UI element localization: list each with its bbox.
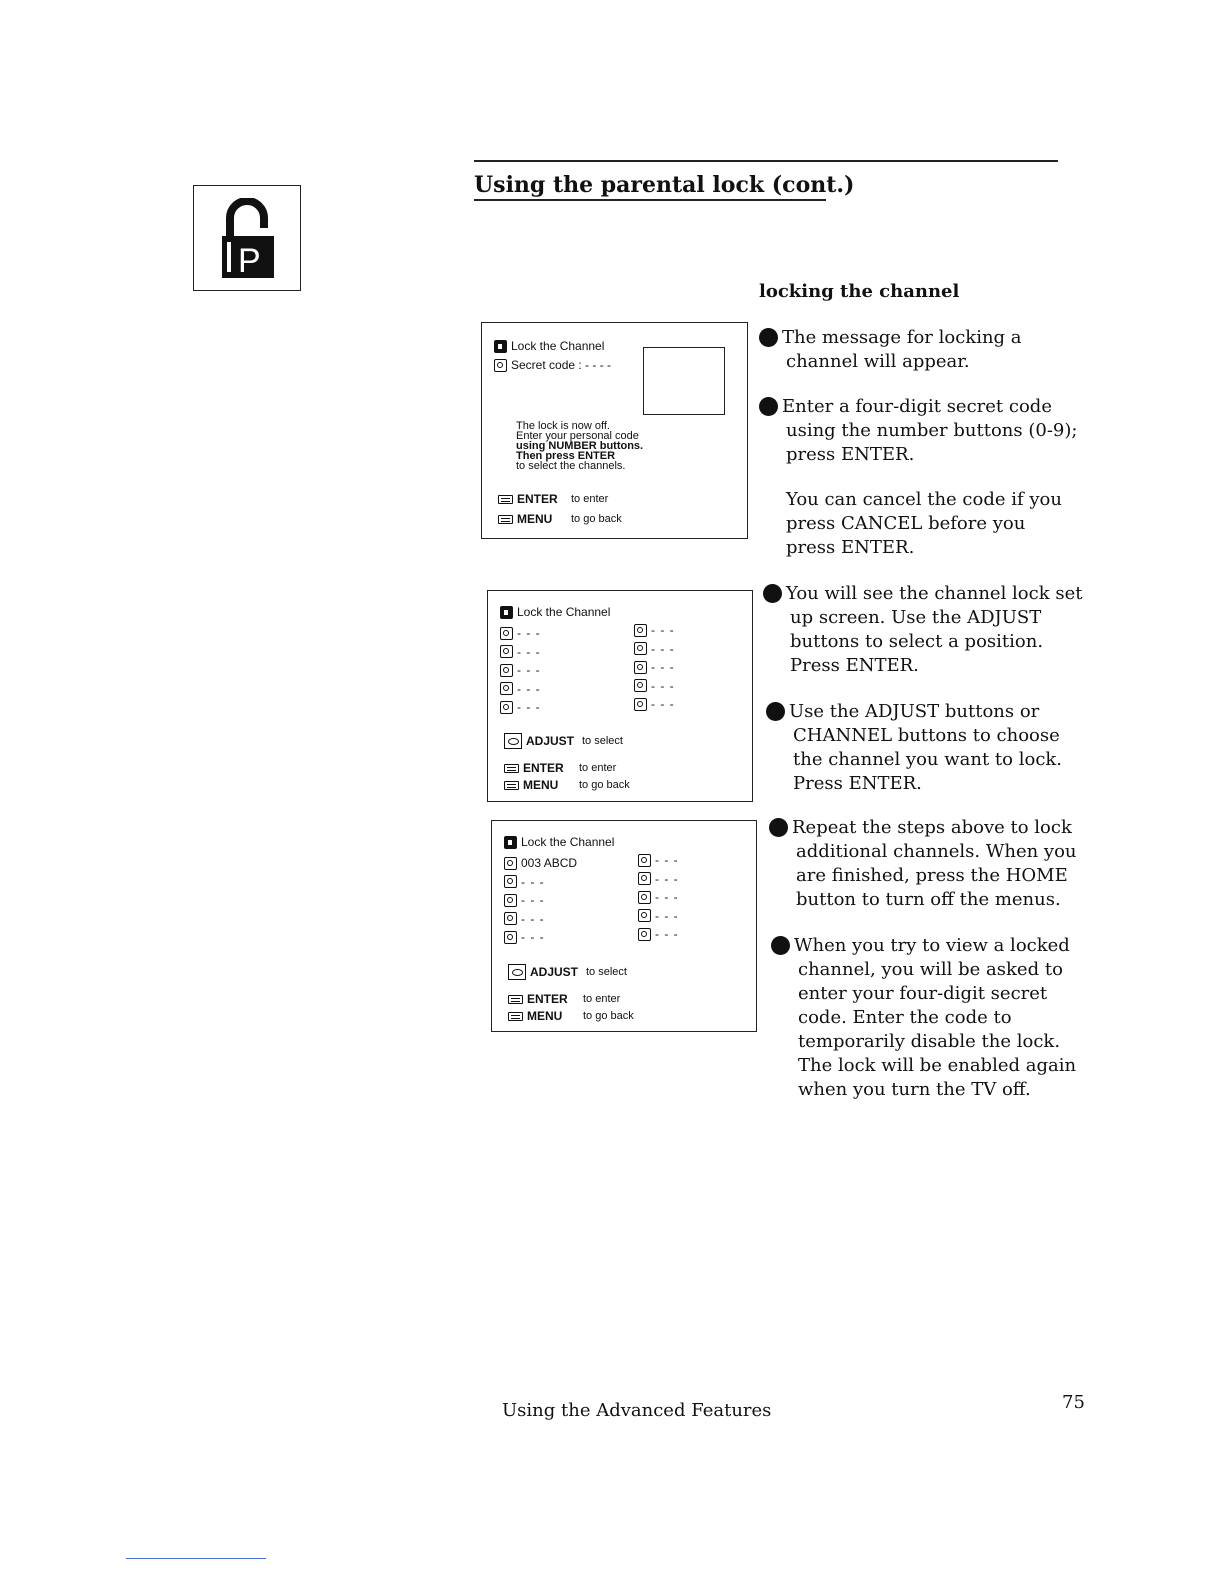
channel-slot — [634, 658, 675, 677]
slot-icon — [634, 698, 647, 711]
hint-key: ENTER — [527, 992, 568, 1006]
secret-code-label: Secret code : - - - - — [511, 358, 612, 372]
hint-adjust — [508, 964, 627, 980]
hint-key: MENU — [527, 1009, 563, 1023]
hint-menu — [508, 1009, 634, 1023]
slot-value: - - - — [655, 871, 679, 886]
padlock-letter: P — [238, 242, 261, 280]
slot-value: - - - — [651, 678, 675, 693]
hint-key: MENU — [523, 778, 559, 792]
right-slot-column — [638, 851, 679, 944]
enter-button-icon — [504, 764, 519, 773]
channel-slot-selected — [504, 854, 577, 873]
enter-button-icon — [498, 495, 513, 504]
adjust-button-icon — [508, 964, 526, 980]
slot-icon — [634, 642, 647, 655]
left-slot-column — [504, 854, 577, 947]
slot-value: - - - — [517, 626, 541, 640]
channel-slot — [504, 928, 577, 947]
channel-slot — [634, 695, 675, 714]
slot-icon — [634, 661, 647, 674]
preview-box — [643, 347, 725, 415]
step-text: You can cancel the code if you press CANCEL before you press ENTER. — [786, 489, 1062, 558]
code-icon — [494, 359, 507, 372]
channel-slot — [634, 677, 675, 696]
slot-icon — [504, 857, 517, 870]
channel-slot — [638, 888, 679, 907]
lock-icon — [500, 606, 513, 619]
screen-title: Lock the Channel — [521, 835, 615, 849]
slot-icon — [504, 875, 517, 888]
hint-key: ENTER — [517, 492, 558, 506]
channel-slot — [500, 680, 541, 699]
enter-button-icon — [508, 995, 523, 1004]
screen-title: Lock the Channel — [517, 605, 611, 619]
right-slot-column — [634, 621, 675, 714]
hint-enter — [508, 992, 620, 1006]
hint-key: ADJUST — [526, 734, 575, 748]
lock-icon — [504, 836, 517, 849]
lock-screen-secret-code — [481, 322, 748, 539]
step-number-badge: 6 — [771, 936, 790, 955]
secret-code-row — [494, 358, 611, 372]
hint-enter — [504, 761, 616, 775]
slot-icon — [638, 854, 651, 867]
hint-desc: to go back — [583, 1010, 634, 1022]
step-1 — [751, 326, 1076, 374]
hint-menu — [498, 512, 622, 526]
menu-button-icon — [504, 781, 519, 790]
slot-icon — [634, 624, 647, 637]
step-5 — [761, 816, 1092, 912]
slot-icon — [500, 682, 513, 695]
step-6 — [763, 934, 1094, 1102]
slot-icon — [500, 627, 513, 640]
channel-slot — [500, 624, 541, 643]
message-line: The lock is now off. — [516, 420, 610, 432]
channel-slot — [638, 870, 679, 889]
hint-key: ENTER — [523, 761, 564, 775]
slot-value: - - - — [655, 853, 679, 867]
lock-message — [516, 421, 643, 471]
slot-value: - - - — [521, 874, 545, 889]
message-line: to select the channels. — [516, 460, 626, 472]
step-text: Use the ADJUST buttons or CHANNEL buttons to choose the channel you want to lock. Press ENTER. — [789, 701, 1063, 794]
step-number-badge: 2 — [759, 397, 778, 416]
hint-desc: to select — [582, 735, 623, 747]
screen-title: Lock the Channel — [511, 339, 605, 353]
hint-desc: to enter — [571, 493, 609, 505]
step-4 — [758, 700, 1089, 796]
top-rule — [474, 160, 1058, 162]
screen-title-row — [500, 605, 610, 619]
slot-icon — [504, 931, 517, 944]
slot-icon — [638, 928, 651, 941]
channel-slot — [500, 698, 541, 717]
slot-value: - - - — [651, 660, 675, 674]
hint-desc: to enter — [583, 993, 621, 1005]
slot-icon — [500, 664, 513, 677]
slot-icon — [504, 894, 517, 907]
step-text: The message for locking a channel will appear. — [782, 327, 1022, 372]
channel-slot — [634, 621, 675, 640]
lock-screen-channel-selected — [491, 820, 757, 1032]
channel-slot — [638, 907, 679, 926]
slot-value: - - - — [517, 681, 541, 696]
channel-slot — [504, 910, 577, 929]
hint-menu — [504, 778, 630, 792]
slot-icon — [500, 645, 513, 658]
step-number-badge: 1 — [759, 328, 778, 347]
slot-value: - - - — [655, 927, 679, 941]
step-number-badge: 4 — [766, 702, 785, 721]
hint-desc: to go back — [571, 513, 622, 525]
slot-value: 003 ABCD — [521, 856, 578, 870]
slot-value: - - - — [517, 644, 541, 659]
lock-screen-setup — [487, 590, 753, 802]
bottom-rule — [126, 1558, 266, 1559]
step-text: Enter a four-digit secret code using the number buttons (0-9); press ENTER. — [782, 396, 1078, 465]
slot-icon — [638, 909, 651, 922]
step-number-badge: 5 — [769, 818, 788, 837]
menu-button-icon — [498, 515, 513, 524]
channel-slot — [638, 925, 679, 944]
padlock-icon-frame — [193, 185, 301, 291]
channel-slot — [638, 851, 679, 870]
page-number: 75 — [1062, 1392, 1085, 1413]
section-title: locking the channel — [759, 281, 960, 302]
step-text: Repeat the steps above to lock additional channels. When you are finished, press the HOME button to turn off the menus. — [792, 817, 1077, 910]
slot-value: - - - — [521, 930, 545, 944]
slot-value: - - - — [655, 890, 679, 904]
screen-title-row — [494, 339, 604, 353]
channel-slot — [504, 873, 577, 892]
step-3 — [755, 582, 1096, 678]
menu-button-icon — [508, 1012, 523, 1021]
hint-desc: to enter — [579, 762, 617, 774]
slot-value: - - - — [655, 908, 679, 923]
slot-icon — [638, 872, 651, 885]
channel-slot — [504, 891, 577, 910]
hint-adjust — [504, 733, 623, 749]
padlock-p-icon — [216, 198, 280, 280]
message-line: Then press ENTER — [516, 450, 616, 462]
slot-value: - - - — [651, 623, 675, 637]
step-2 — [751, 395, 1086, 467]
hint-enter — [498, 492, 608, 506]
message-line: using NUMBER buttons. — [516, 440, 644, 452]
message-line: Enter your personal code — [516, 430, 639, 442]
slot-icon — [504, 912, 517, 925]
slot-value: - - - — [517, 663, 541, 677]
step-text: When you try to view a locked channel, you will be asked to enter your four-digit secret code. Enter the code to temporarily disable the lock. The lock will be enabled again when you turn the TV off. — [794, 935, 1077, 1100]
slot-value: - - - — [521, 911, 545, 926]
screen-title-row — [504, 835, 614, 849]
lock-icon — [494, 340, 507, 353]
slot-icon — [638, 891, 651, 904]
slot-icon — [634, 679, 647, 692]
hint-key: MENU — [517, 512, 553, 526]
step-text: You will see the channel lock set up screen. Use the ADJUST buttons to select a position. Press ENTER. — [786, 583, 1083, 676]
footer-section-title: Using the Advanced Features — [502, 1400, 772, 1421]
slot-value: - - - — [517, 700, 541, 714]
slot-value: - - - — [521, 893, 545, 907]
hint-desc: to go back — [579, 779, 630, 791]
adjust-button-icon — [504, 733, 522, 749]
hint-desc: to select — [586, 966, 627, 978]
channel-slot — [500, 643, 541, 662]
slot-icon — [500, 701, 513, 714]
step-2-note — [786, 488, 1076, 560]
step-number-badge: 3 — [763, 584, 782, 603]
left-slot-column — [500, 624, 541, 717]
page-title: Using the parental lock (cont.) — [474, 172, 855, 198]
channel-slot — [500, 661, 541, 680]
channel-slot — [634, 640, 675, 659]
title-underline — [474, 199, 826, 201]
hint-key: ADJUST — [530, 965, 579, 979]
slot-value: - - - — [651, 697, 675, 711]
slot-value: - - - — [651, 641, 675, 656]
